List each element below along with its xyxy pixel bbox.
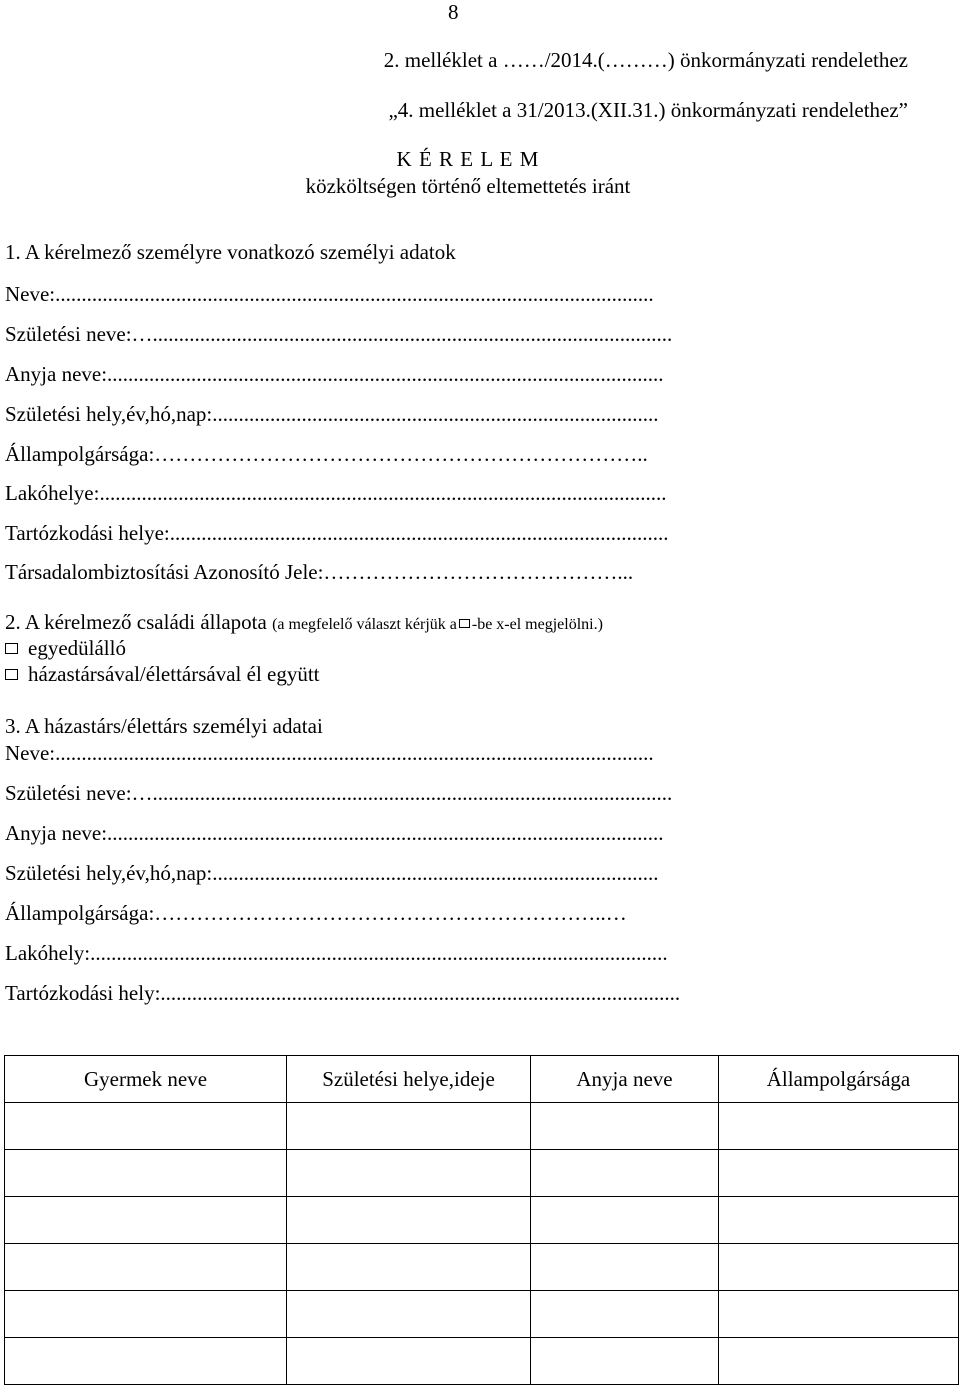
table-row [5,1103,959,1150]
spouse-citizenship-field[interactable]: Állampolgársága:………………………………………………………..… [5,901,627,925]
table-cell[interactable] [719,1197,959,1244]
applicant-residence-field[interactable]: Lakóhelye:............................................................................................................ [5,481,667,505]
table-cell[interactable] [719,1291,959,1338]
table-cell[interactable] [287,1291,531,1338]
applicant-birth-name-field[interactable]: Születési neve:…................................................................................................... [5,322,673,346]
section2-heading-note-before: (a megfelelő választ kérjük a [272,616,457,633]
applicant-mother-name-field[interactable]: Anyja neve:.......................................................................................................... [5,362,664,386]
table-cell[interactable] [719,1103,959,1150]
table-cell[interactable] [531,1197,719,1244]
document-title: K É R E L E M [396,147,540,171]
option-single-label: egyedülálló [28,636,126,660]
option-married[interactable] [5,662,320,687]
spouse-name-field[interactable]: Neve:.................................................................................................................. [5,741,654,765]
children-table [4,1055,959,1385]
table-cell[interactable] [5,1197,287,1244]
table-cell[interactable] [287,1197,531,1244]
column-header-birth-place-date: Születési helye,ideje [287,1056,531,1103]
spouse-mother-name-field[interactable]: Anyja neve:.......................................................................................................... [5,821,664,845]
column-header-child-name: Gyermek neve [5,1056,287,1103]
document-subtitle: közköltségen történő eltemettetés iránt [305,174,631,198]
section1-heading: 1. A kérelmező személyre vonatkozó személyi adatok [5,240,456,264]
table-row [5,1197,959,1244]
checkbox-icon[interactable] [5,643,18,654]
table-cell[interactable] [531,1291,719,1338]
table-cell[interactable] [287,1150,531,1197]
table-cell[interactable] [287,1103,531,1150]
applicant-stay-address-field[interactable]: Tartózkodási helye:............................................................................................... [5,521,669,545]
table-cell[interactable] [719,1244,959,1291]
checkbox-icon[interactable] [5,669,18,680]
table-cell[interactable] [719,1150,959,1197]
table-cell[interactable] [5,1338,287,1385]
checkbox-sample-icon [459,619,470,628]
column-header-mother-name: Anyja neve [531,1056,719,1103]
table-cell[interactable] [5,1291,287,1338]
table-cell[interactable] [5,1244,287,1291]
table-row [5,1244,959,1291]
table-cell[interactable] [531,1103,719,1150]
table-cell[interactable] [531,1338,719,1385]
spouse-stay-address-field[interactable]: Tartózkodási hely:................................................................................................... [5,981,681,1005]
section3-heading: 3. A házastárs/élettárs személyi adatai [5,714,323,738]
applicant-citizenship-field[interactable]: Állampolgársága:…………………………………………………………….. [5,442,648,466]
section2-heading-note-after: -be x-el megjelölni.) [471,616,603,633]
spouse-residence-field[interactable]: Lakóhely:.............................................................................................................. [5,941,668,965]
table-cell[interactable] [287,1244,531,1291]
spouse-birth-place-date-field[interactable]: Születési hely,év,hó,nap:..................................................................................... [5,861,659,885]
column-header-citizenship: Állampolgársága [719,1056,959,1103]
table-cell[interactable] [5,1150,287,1197]
applicant-taj-field[interactable]: Társadalombiztosítási Azonosító Jele:……………………………………... [5,560,634,584]
table-row [5,1291,959,1338]
page-number: 8 [448,0,459,24]
annex-reference: 2. melléklet a ……/2014.(………) önkormányzati rendelethez [383,48,908,72]
children-table-header [5,1056,959,1103]
section2-heading-main: 2. A kérelmező családi állapota [5,610,267,634]
section2-heading [5,610,603,635]
spouse-birth-name-field[interactable]: Születési neve:…................................................................................................... [5,781,673,805]
table-cell[interactable] [531,1244,719,1291]
applicant-birth-place-date-field[interactable]: Születési hely,év,hó,nap:..................................................................................... [5,402,659,426]
applicant-name-field[interactable]: Neve:.................................................................................................................. [5,282,654,306]
table-cell[interactable] [719,1338,959,1385]
table-cell[interactable] [5,1103,287,1150]
annex-amendment-reference: „4. melléklet a 31/2013.(XII.31.) önkormányzati rendelethez” [388,98,908,122]
option-single[interactable] [5,636,126,661]
table-row [5,1150,959,1197]
table-cell[interactable] [531,1150,719,1197]
table-row [5,1338,959,1385]
option-married-label: házastársával/élettársával él együtt [28,662,320,686]
table-cell[interactable] [287,1338,531,1385]
